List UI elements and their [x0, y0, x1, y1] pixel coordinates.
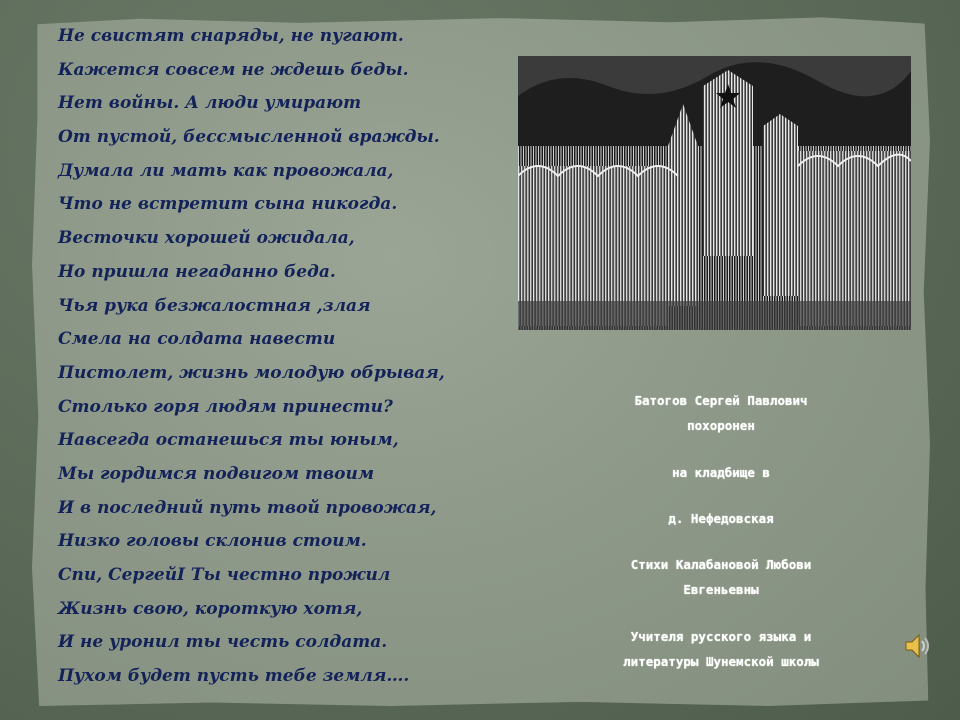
caption-name-line: похоронен: [687, 418, 755, 433]
caption-author-line: Стихи Калабановой Любови: [630, 557, 812, 572]
poem-line: И не уронил ты честь солдата.: [58, 632, 388, 653]
poem-line: Нет войны. А люди умирают: [58, 93, 362, 114]
caption-place: [560, 460, 882, 485]
poem-line: Пухом будет пусть тебе земля….: [58, 666, 410, 687]
poem-line: От пустой, бессмысленной вражды.: [58, 127, 440, 148]
poem-line: Думала ли мать как провожала,: [58, 160, 394, 181]
poem-line: Низко головы склонив стоим.: [58, 531, 367, 552]
poem-line: Жизнь свою, короткую хотя,: [58, 598, 363, 619]
poem-line: Что не встретит сына никогда.: [58, 194, 398, 215]
poem-line: Спи, СергейI Ты честно прожил: [58, 565, 391, 585]
caption-author-role: [560, 624, 882, 674]
caption-place-line: д. Нефедовская: [668, 511, 774, 526]
caption-name: [560, 388, 882, 438]
poem-line: Смела на солдата навести: [58, 329, 336, 350]
poem-line: Навсегда останешься ты юным,: [58, 430, 399, 451]
grave-photo: [518, 56, 911, 330]
speaker-icon[interactable]: [902, 630, 934, 662]
poem-line: Не свистят снаряды, не пугают.: [58, 26, 404, 46]
poem-line: Чья рука безжалостная ,злая: [58, 295, 371, 316]
poem-line: И в последний путь твой провожая,: [58, 497, 437, 518]
poem-line: Пистолет, жизнь молодую обрывая,: [58, 362, 445, 383]
caption-role-line: литературы Шунемской школы: [623, 654, 819, 669]
caption-place-line: на кладбище в: [672, 465, 770, 480]
caption-author-line: Евгеньевны: [683, 582, 759, 597]
caption-village: [560, 506, 882, 531]
caption-author: [560, 552, 882, 602]
poem-line: Но пришла негаданно беда.: [58, 261, 336, 282]
poem-line: Мы гордимся подвигом твоим: [58, 463, 375, 484]
caption-name-line: Батогов Сергей Павлович: [634, 393, 808, 408]
caption-role-line: Учителя русского языка и: [630, 629, 812, 644]
poem: [58, 20, 498, 694]
poem-line: Весточки хорошей ожидала,: [58, 228, 355, 249]
poem-line: Столько горя людям принести?: [58, 396, 393, 417]
poem-line: Кажется совсем не ждешь беды.: [58, 59, 409, 80]
